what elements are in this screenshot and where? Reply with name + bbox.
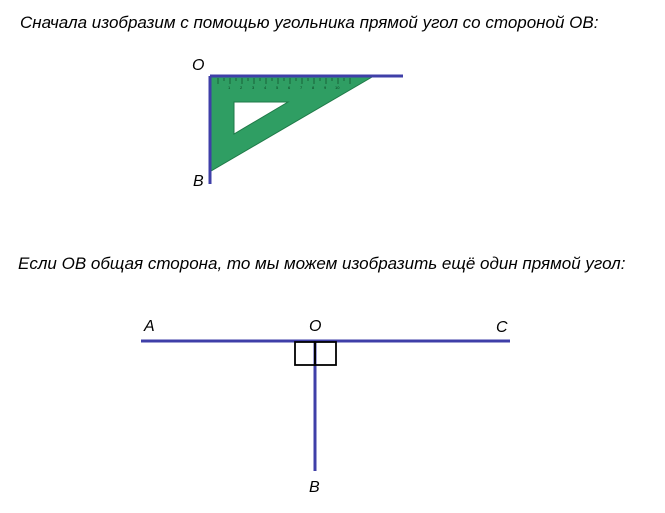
point-label-b: B bbox=[193, 173, 204, 190]
ruler-number: 9 bbox=[324, 85, 327, 90]
ruler-number: 3 bbox=[252, 85, 255, 90]
point-label-c: C bbox=[496, 319, 508, 336]
point-label-a: A bbox=[144, 318, 155, 335]
ruler-number: 5 bbox=[276, 85, 279, 90]
ruler-number: 8 bbox=[312, 85, 315, 90]
ruler-number: 1 bbox=[228, 85, 231, 90]
ruler-number: 7 bbox=[300, 85, 303, 90]
point-label-o: O bbox=[309, 318, 322, 335]
ruler-number: 10 bbox=[335, 85, 340, 90]
caption-top: Сначала изобразим с помощью угольника прямой угол со стороной ОВ: bbox=[20, 13, 599, 32]
point-label-b: B bbox=[309, 479, 320, 496]
set-square bbox=[211, 77, 372, 171]
ruler-number: 2 bbox=[240, 85, 243, 90]
caption-middle: Если ОВ общая сторона, то мы можем изобразить ещё один прямой угол: bbox=[18, 254, 626, 273]
ruler-number: 4 bbox=[264, 85, 267, 90]
ruler-number: 6 bbox=[288, 85, 291, 90]
point-label-o: O bbox=[192, 57, 205, 74]
